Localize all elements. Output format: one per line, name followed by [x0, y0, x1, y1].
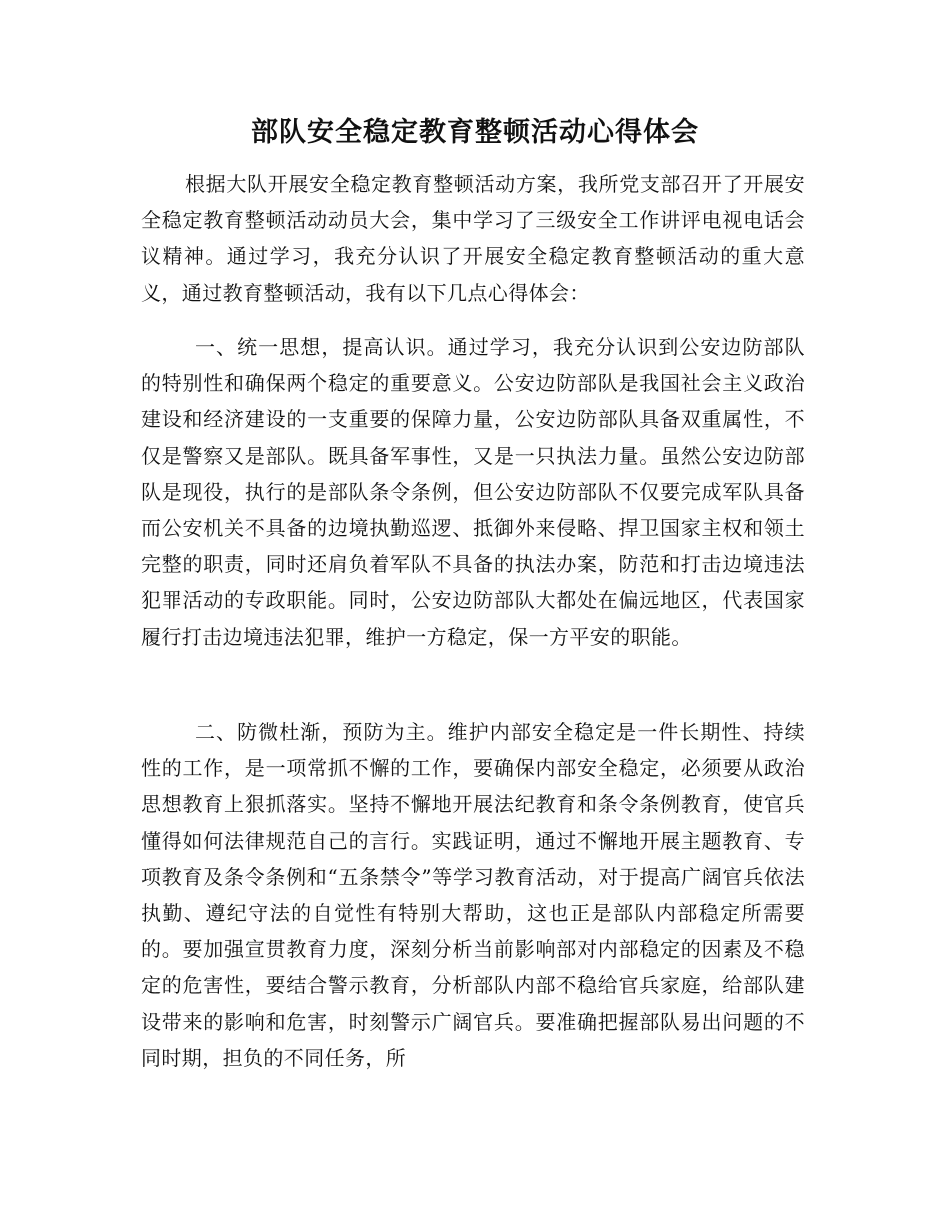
document-title: 部队安全稳定教育整顿活动心得体会	[251, 117, 699, 148]
paragraph-section-2: 二、防微杜渐，预防为主。维护内部安全稳定是一件长期性、持续性的工作，是一项常抓不懈的工作，要确保内部安全稳定，必须要从政治思想教育上狠抓落实。坚持不懈地开展法纪教育和条令条例教育，使官兵懂得如何法律规范自己的言行。实践证明，通过不懈地开展主题教育、专项教育及条令条例和“五条禁令”等学习教育活动，对于提高广阔官兵依法执勤、遵纪守法的自觉性有特别大帮助，这也正是部队内部稳定所需要的。要加强宣贯教育力度，深刻分析当前影响部对内部稳定的因素及不稳定的危害性，要结合警示教育，分析部队内部不稳给官兵家庭，给部队建设带来的影响和危害，时刻警示广阔官兵。要准确把握部队易出问题的不同时期，担负的不同任务，所	[141, 720, 805, 1070]
paragraph-section-1: 一、统一思想，提高认识。通过学习，我充分认识到公安边防部队的特别性和确保两个稳定的重要意义。公安边防部队是我国社会主义政治建设和经济建设的一支重要的保障力量，公安边防部队具备双重属性，不仅是警察又是部队。既具备军事性，又是一只执法力量。虽然公安边防部队是现役，执行的是部队条令条例，但公安边防部队不仅要完成军队具备而公安机关不具备的边境执勤巡逻、抵御外来侵略、捍卫国家主权和领土完整的职责，同时还肩负着军队不具备的执法办案，防范和打击边境违法犯罪活动的专政职能。同时，公安边防部队大都处在偏远地区，代表国家履行打击边境违法犯罪，维护一方稳定，保一方平安的职能。	[141, 335, 805, 649]
paragraph-intro: 根据大队开展安全稳定教育整顿活动方案，我所党支部召开了开展安全稳定教育整顿活动动员大会，集中学习了三级安全工作讲评电视电话会议精神。通过学习，我充分认识了开展安全稳定教育整顿活动的重大意义，通过教育整顿活动，我有以下几点心得体会：	[141, 172, 805, 305]
